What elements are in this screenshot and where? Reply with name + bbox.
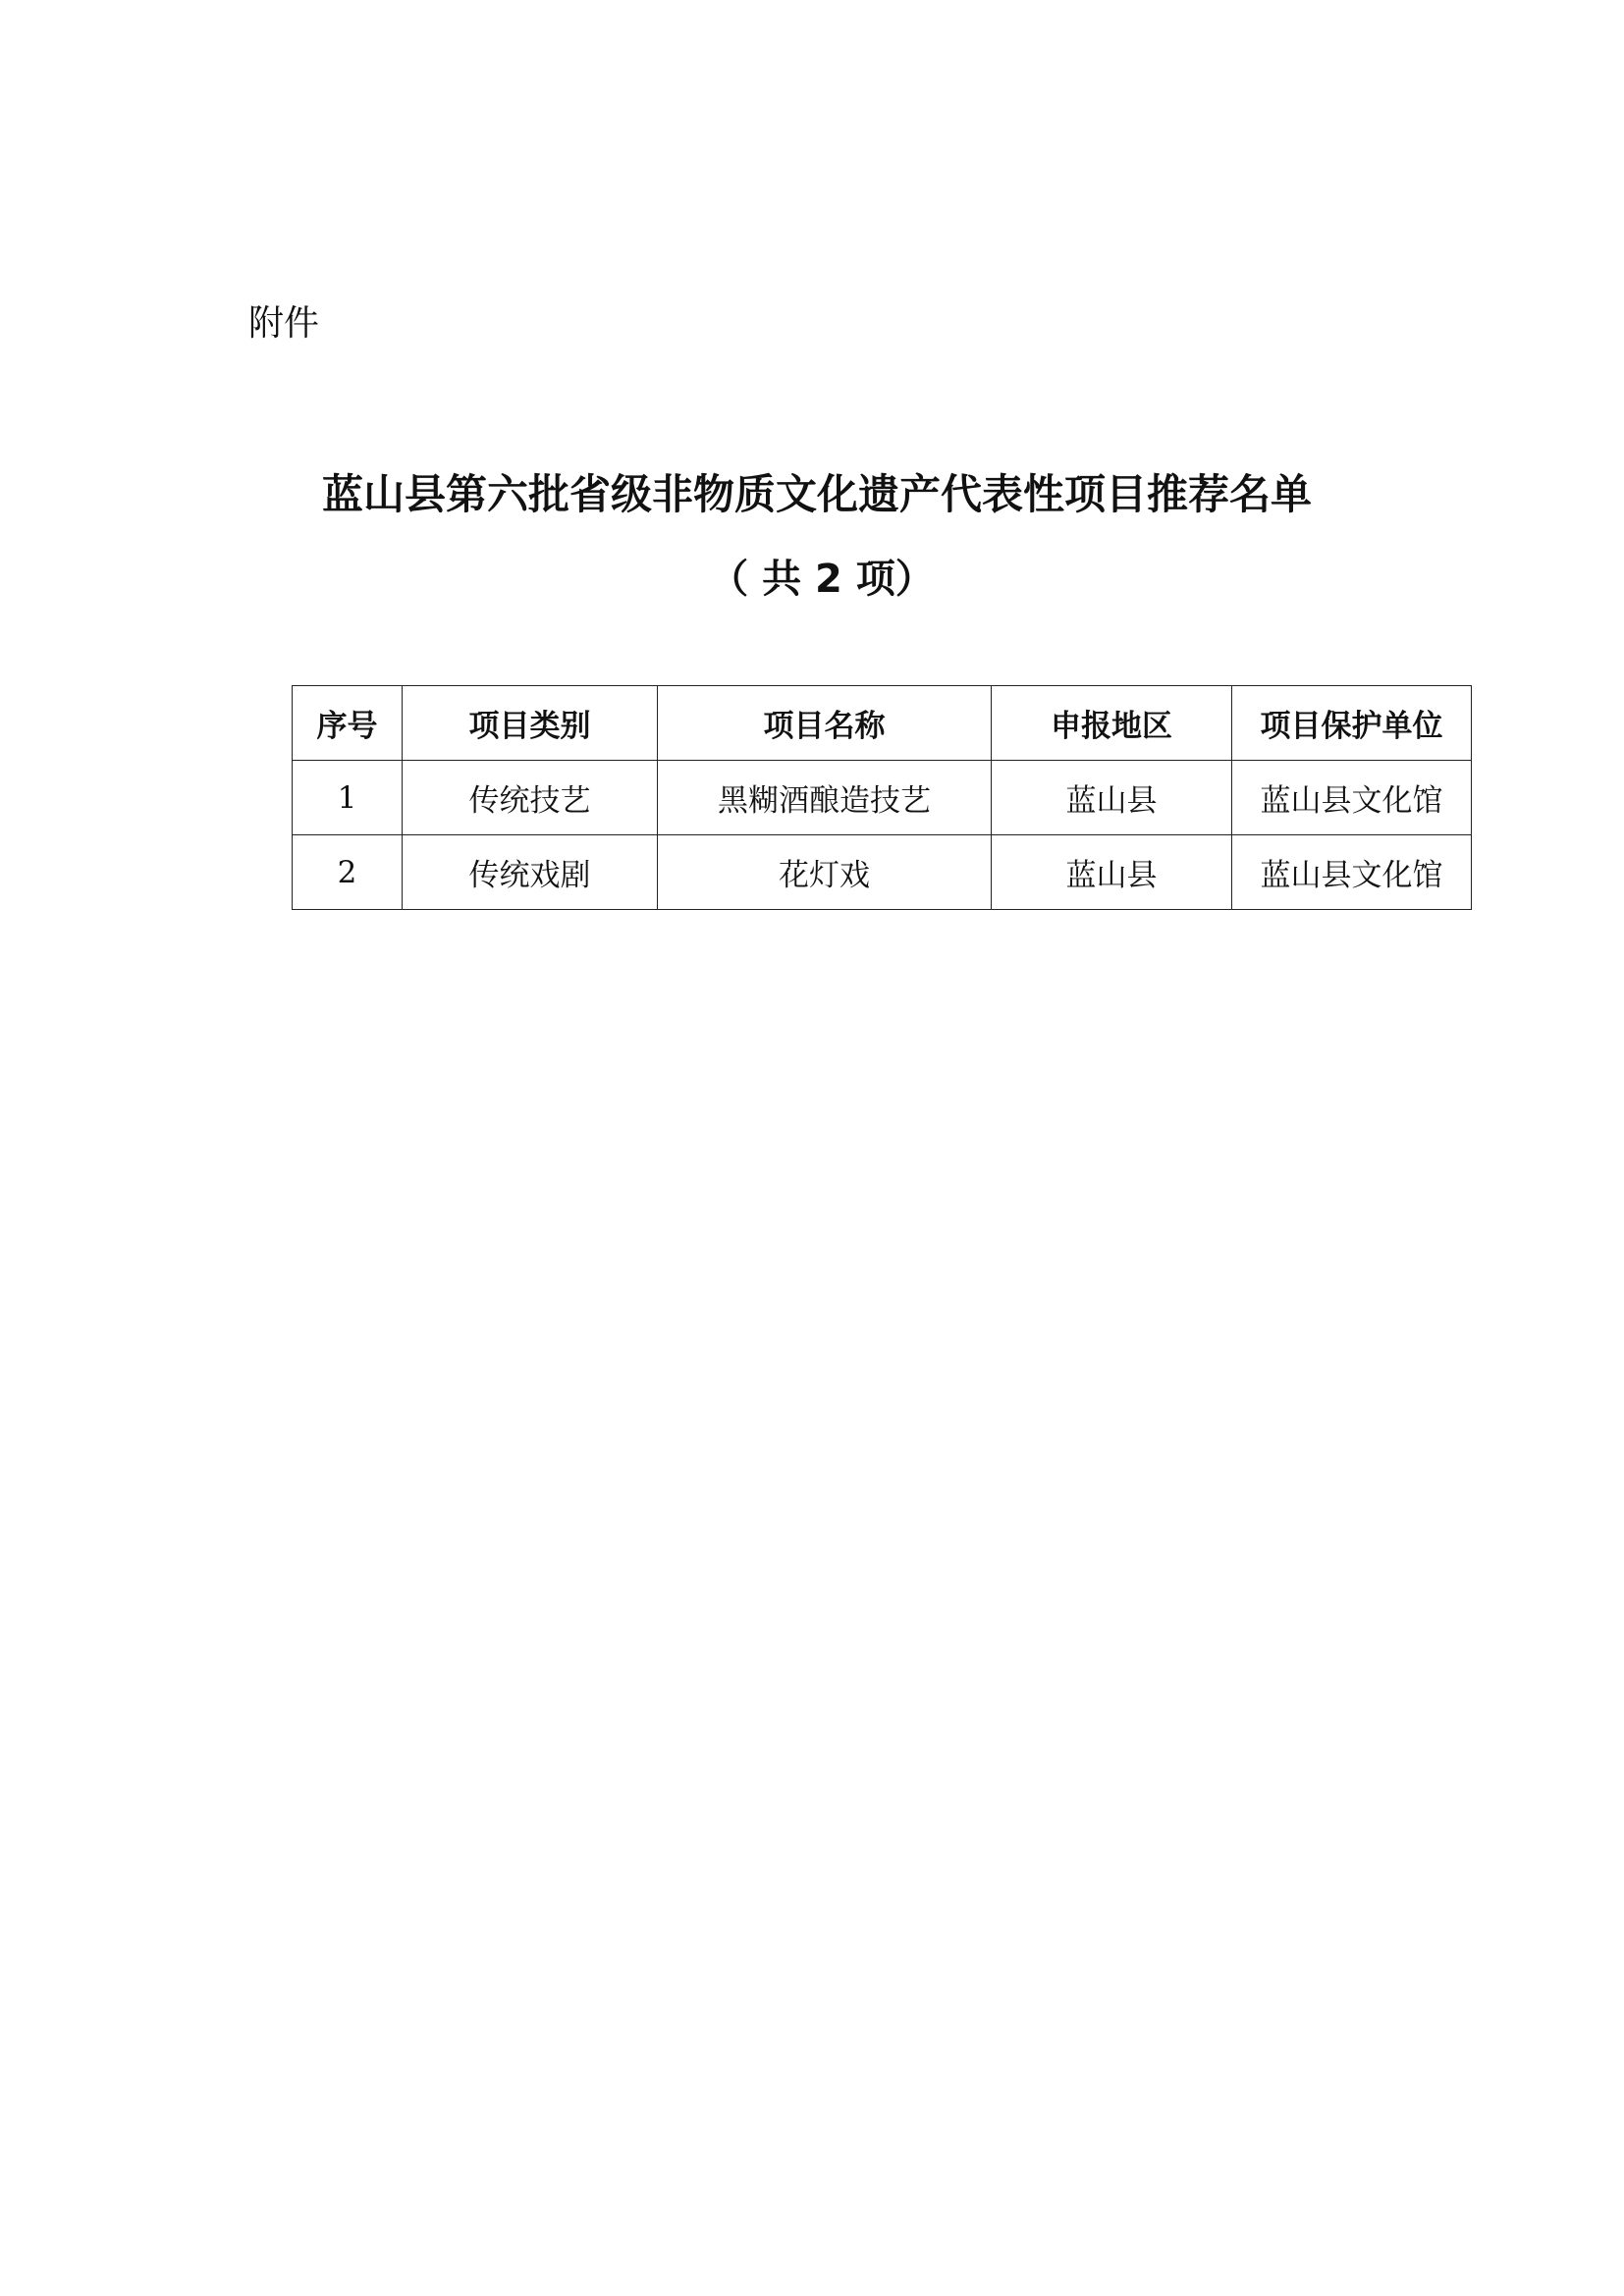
cell-protection-unit: 蓝山县文化馆 bbox=[1232, 761, 1472, 835]
cell-project-category: 传统戏剧 bbox=[403, 835, 658, 910]
header-region: 申报地区 bbox=[992, 686, 1232, 761]
cell-project-name: 花灯戏 bbox=[658, 835, 992, 910]
cell-protection-unit: 蓝山县文化馆 bbox=[1232, 835, 1472, 910]
header-serial-number: 序号 bbox=[293, 686, 403, 761]
recommendation-table bbox=[292, 685, 1472, 910]
cell-region: 蓝山县 bbox=[992, 835, 1232, 910]
header-project-name: 项目名称 bbox=[658, 686, 992, 761]
attachment-label: 附件 bbox=[248, 303, 320, 344]
cell-region: 蓝山县 bbox=[992, 761, 1232, 835]
table-header-row bbox=[293, 686, 1472, 761]
cell-project-category: 传统技艺 bbox=[403, 761, 658, 835]
header-protection-unit: 项目保护单位 bbox=[1232, 686, 1472, 761]
cell-serial-number: 2 bbox=[293, 835, 403, 910]
document-title: 蓝山县第六批省级非物质文化遗产代表性项目推荐名单 bbox=[321, 470, 1312, 518]
cell-project-name: 黑糊酒酿造技艺 bbox=[658, 761, 992, 835]
table-row bbox=[293, 835, 1472, 910]
document-subtitle: （ 共 2 项） bbox=[709, 557, 935, 602]
cell-serial-number: 1 bbox=[293, 761, 403, 835]
header-project-category: 项目类别 bbox=[403, 686, 658, 761]
table-row bbox=[293, 761, 1472, 835]
